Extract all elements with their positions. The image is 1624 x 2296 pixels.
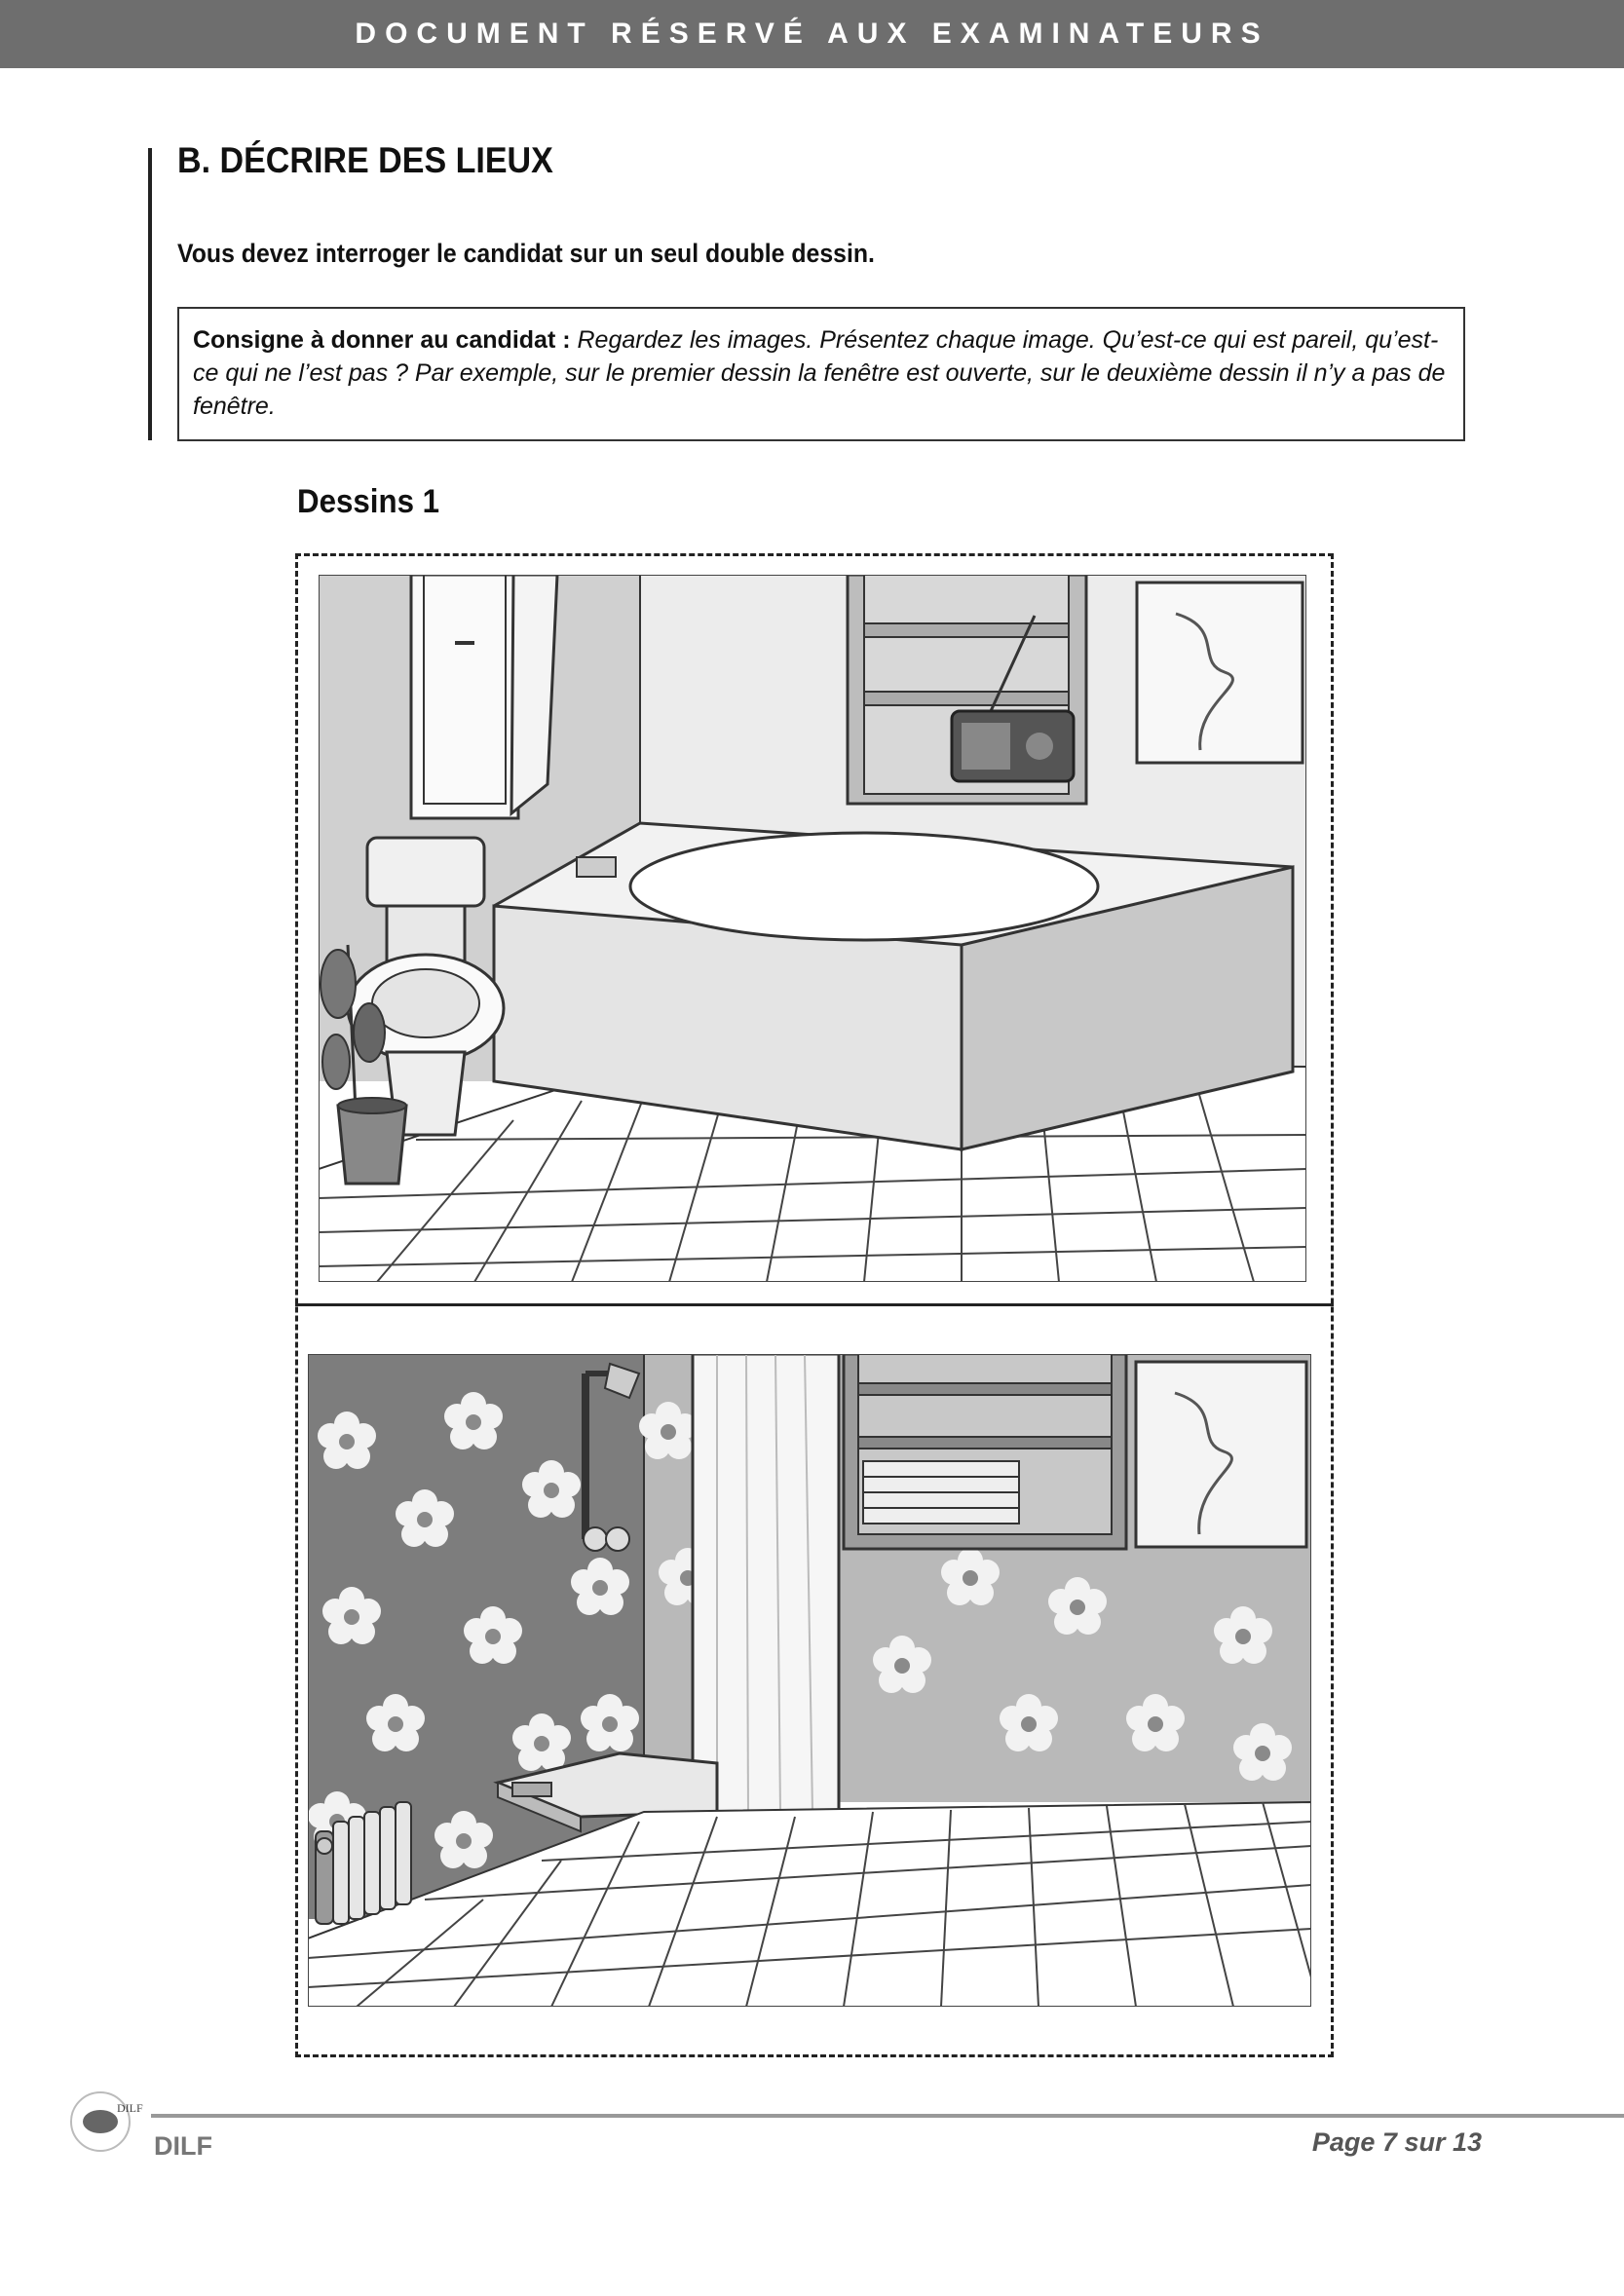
consigne-box: [177, 307, 1465, 441]
window-open: [411, 575, 557, 818]
wall-shelf: [848, 575, 1086, 804]
wall-picture-2: [1136, 1362, 1306, 1547]
drawing-bathroom-2: [308, 1354, 1311, 2007]
logo-text: DILF: [117, 2101, 143, 2115]
drawing-bathroom-1: [319, 575, 1306, 1282]
wall-shelf-towels: [844, 1354, 1126, 1549]
drawings-divider: [295, 1303, 1334, 1306]
page-number: Page 7 sur 13: [1311, 2127, 1482, 2157]
instruction-lead: Vous devez interroger le candidat sur un seul double dessin.: [177, 239, 875, 268]
consigne-label: Consigne à donner au candidat :: [193, 326, 571, 354]
banner-text: DOCUMENT RÉSERVÉ AUX EXAMINATEURS: [355, 18, 1269, 50]
footer-brand: DILF: [154, 2131, 212, 2161]
drawings-title: Dessins 1: [297, 483, 440, 520]
section-rule: [148, 148, 152, 440]
shower-curtain: [693, 1354, 839, 1817]
section-title: B. DÉCRIRE DES LIEUX: [177, 140, 553, 180]
wall-picture: [1137, 583, 1303, 763]
dilf-logo-icon: [57, 2083, 154, 2161]
examiner-banner: [0, 0, 1624, 68]
consigne-text: Regardez les images. Présentez chaque image. Qu’est-ce qui est pareil, qu’est-ce qui ne l’est pas ? Par exemple, sur le premier dessin la fenêtre est ouverte, sur le deuxième dessin il n’y a pas de fenêtre.: [193, 326, 1446, 420]
footer-rule: [151, 2114, 1624, 2118]
